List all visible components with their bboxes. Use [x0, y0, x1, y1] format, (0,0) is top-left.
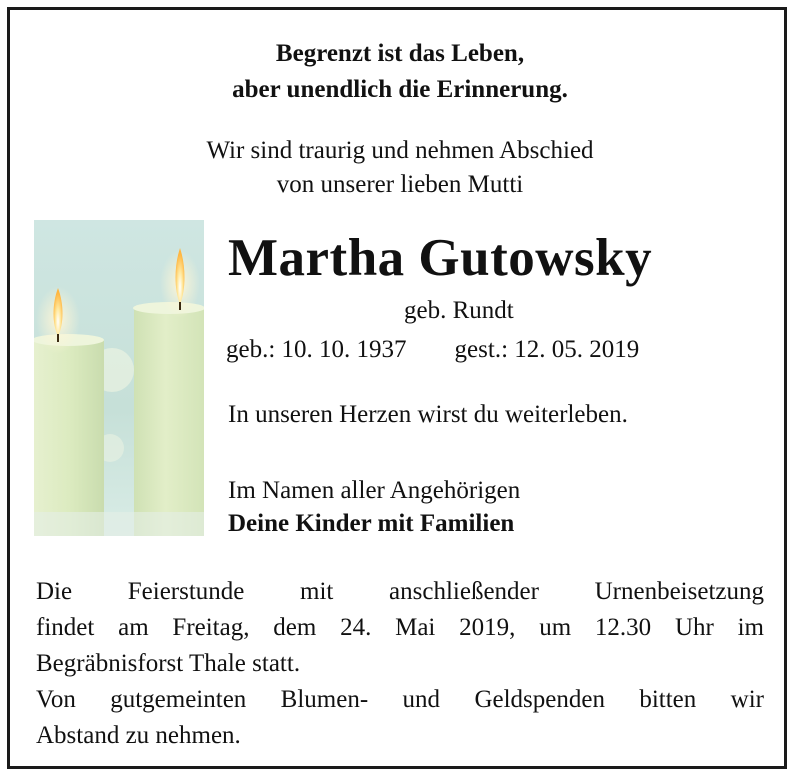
funeral-line-2: findet am Freitag, dem 24. Mai 2019, um 12.30 Uhr im	[36, 614, 764, 641]
intro-text	[0, 134, 800, 202]
intro-line-1: Wir sind traurig und nehmen Abschied	[206, 137, 594, 164]
candle-photo	[34, 220, 204, 536]
intro-line-2: von unserer lieben Mutti	[276, 171, 524, 198]
funeral-line-4: Von gutgemeinten Blumen- und Geldspenden bitten wir	[36, 686, 764, 713]
funeral-line-3: Begräbnisforst Thale statt.	[36, 650, 301, 677]
funeral-notice	[36, 574, 764, 754]
left-candle	[34, 340, 104, 536]
deceased-name: Martha Gutowsky	[228, 229, 653, 287]
death-date: gest.: 12. 05. 2019	[454, 336, 640, 363]
maiden-name: geb. Rundt	[404, 297, 514, 324]
birth-date: geb.: 10. 10. 1937	[226, 336, 407, 363]
funeral-line-5: Abstand zu nehmen.	[36, 722, 241, 749]
motto	[0, 36, 800, 108]
motto-line-2: aber unendlich die Erinnerung.	[232, 76, 568, 103]
candles-image	[34, 220, 204, 536]
signoff-family: Deine Kinder mit Familien	[228, 510, 515, 537]
life-dates	[226, 334, 639, 366]
signoff	[228, 474, 520, 540]
motto-line-1: Begrenzt ist das Leben,	[275, 40, 525, 67]
memorial-quote: In unseren Herzen wirst du weiterleben.	[228, 401, 628, 428]
signoff-line-1: Im Namen aller Angehörigen	[228, 477, 521, 504]
right-candle	[134, 308, 204, 536]
funeral-line-1: Die Feierstunde mit anschließender Urnenbeisetzung	[36, 578, 764, 605]
